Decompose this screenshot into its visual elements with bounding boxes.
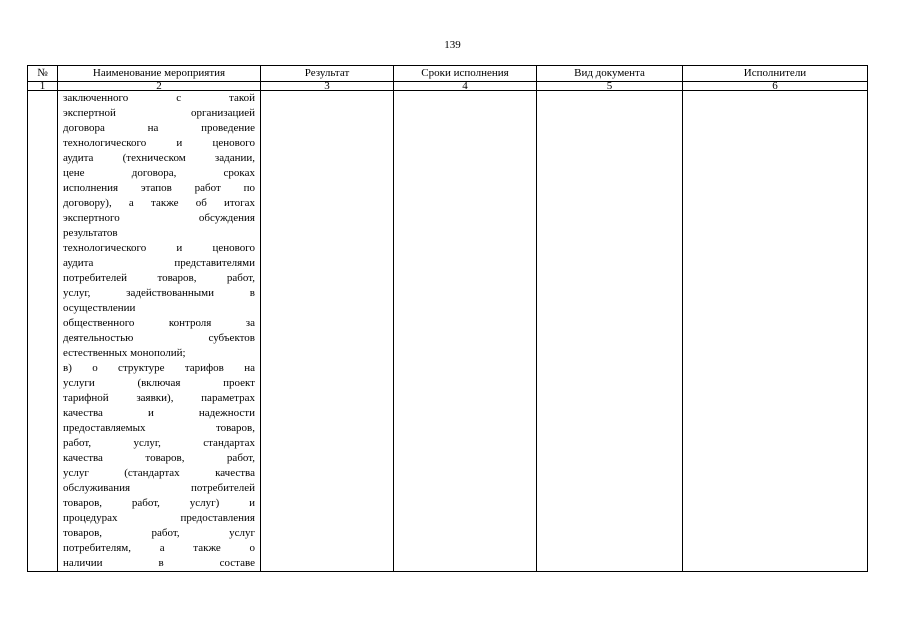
description-line: исполнения этапов работ по: [63, 182, 255, 194]
column-number-2: 2: [58, 82, 261, 91]
deadline-cell: [394, 91, 537, 572]
description-line: технологического и ценового: [63, 137, 255, 149]
description-line: договора на проведение: [63, 122, 255, 134]
description-line: общественного контроля за: [63, 317, 255, 329]
description-line: экспертной организацией: [63, 107, 255, 119]
description-line: естественных монополий;: [63, 347, 186, 359]
result-cell: [261, 91, 394, 572]
description-line: наличии в составе: [63, 557, 255, 569]
description-line: услуги (включая проект: [63, 377, 255, 389]
description-line: экспертного обсуждения: [63, 212, 255, 224]
description-line: потребителей товаров, работ,: [63, 272, 255, 284]
measures-table: [27, 65, 868, 572]
description-line: процедурах предоставления: [63, 512, 255, 524]
page-number: 139: [444, 39, 461, 51]
description-line: договору), а также об итогах: [63, 197, 255, 209]
row-number-cell: [28, 91, 58, 572]
description-line: качества и надежности: [63, 407, 255, 419]
description-line: качества товаров, работ,: [63, 452, 255, 464]
description-line: заключенного с такой: [63, 92, 255, 104]
description-line: потребителям, а также о: [63, 542, 255, 554]
description-line: тарифной заявки), параметрах: [63, 392, 255, 404]
measure-description: [58, 91, 260, 571]
executors-cell: [683, 91, 868, 572]
description-line: в) о структуре тарифов на: [63, 362, 255, 374]
description-line: цене договора, сроках: [63, 167, 255, 179]
description-line: деятельностью субъектов: [63, 332, 255, 344]
column-number-5: 5: [537, 82, 683, 91]
column-number-row: [28, 82, 868, 91]
description-line: технологического и ценового: [63, 242, 255, 254]
description-line: обслуживания потребителей: [63, 482, 255, 494]
description-line: аудита представителями: [63, 257, 255, 269]
header-deadline: Сроки исполнения: [394, 66, 537, 82]
table-row: [28, 91, 868, 572]
document-type-cell: [537, 91, 683, 572]
description-line: предоставляемых товаров,: [63, 422, 255, 434]
column-number-6: 6: [683, 82, 868, 91]
header-number: №: [28, 66, 58, 82]
measure-name-cell: [58, 91, 261, 572]
column-number-1: 1: [28, 82, 58, 91]
header-result: Результат: [261, 66, 394, 82]
header-measure-name: Наименование мероприятия: [58, 66, 261, 82]
header-document-type: Вид документа: [537, 66, 683, 82]
header-executors: Исполнители: [683, 66, 868, 82]
description-line: работ, услуг, стандартах: [63, 437, 255, 449]
description-line: услуг, задействованными в: [63, 287, 255, 299]
column-number-4: 4: [394, 82, 537, 91]
column-number-3: 3: [261, 82, 394, 91]
description-line: услуг (стандартах качества: [63, 467, 255, 479]
description-line: аудита (техническом задании,: [63, 152, 255, 164]
description-line: результатов: [63, 227, 118, 239]
header-row: [28, 66, 868, 82]
description-line: осуществлении: [63, 302, 136, 314]
description-line: товаров, работ, услуг) и: [63, 497, 255, 509]
description-line: товаров, работ, услуг: [63, 527, 255, 539]
